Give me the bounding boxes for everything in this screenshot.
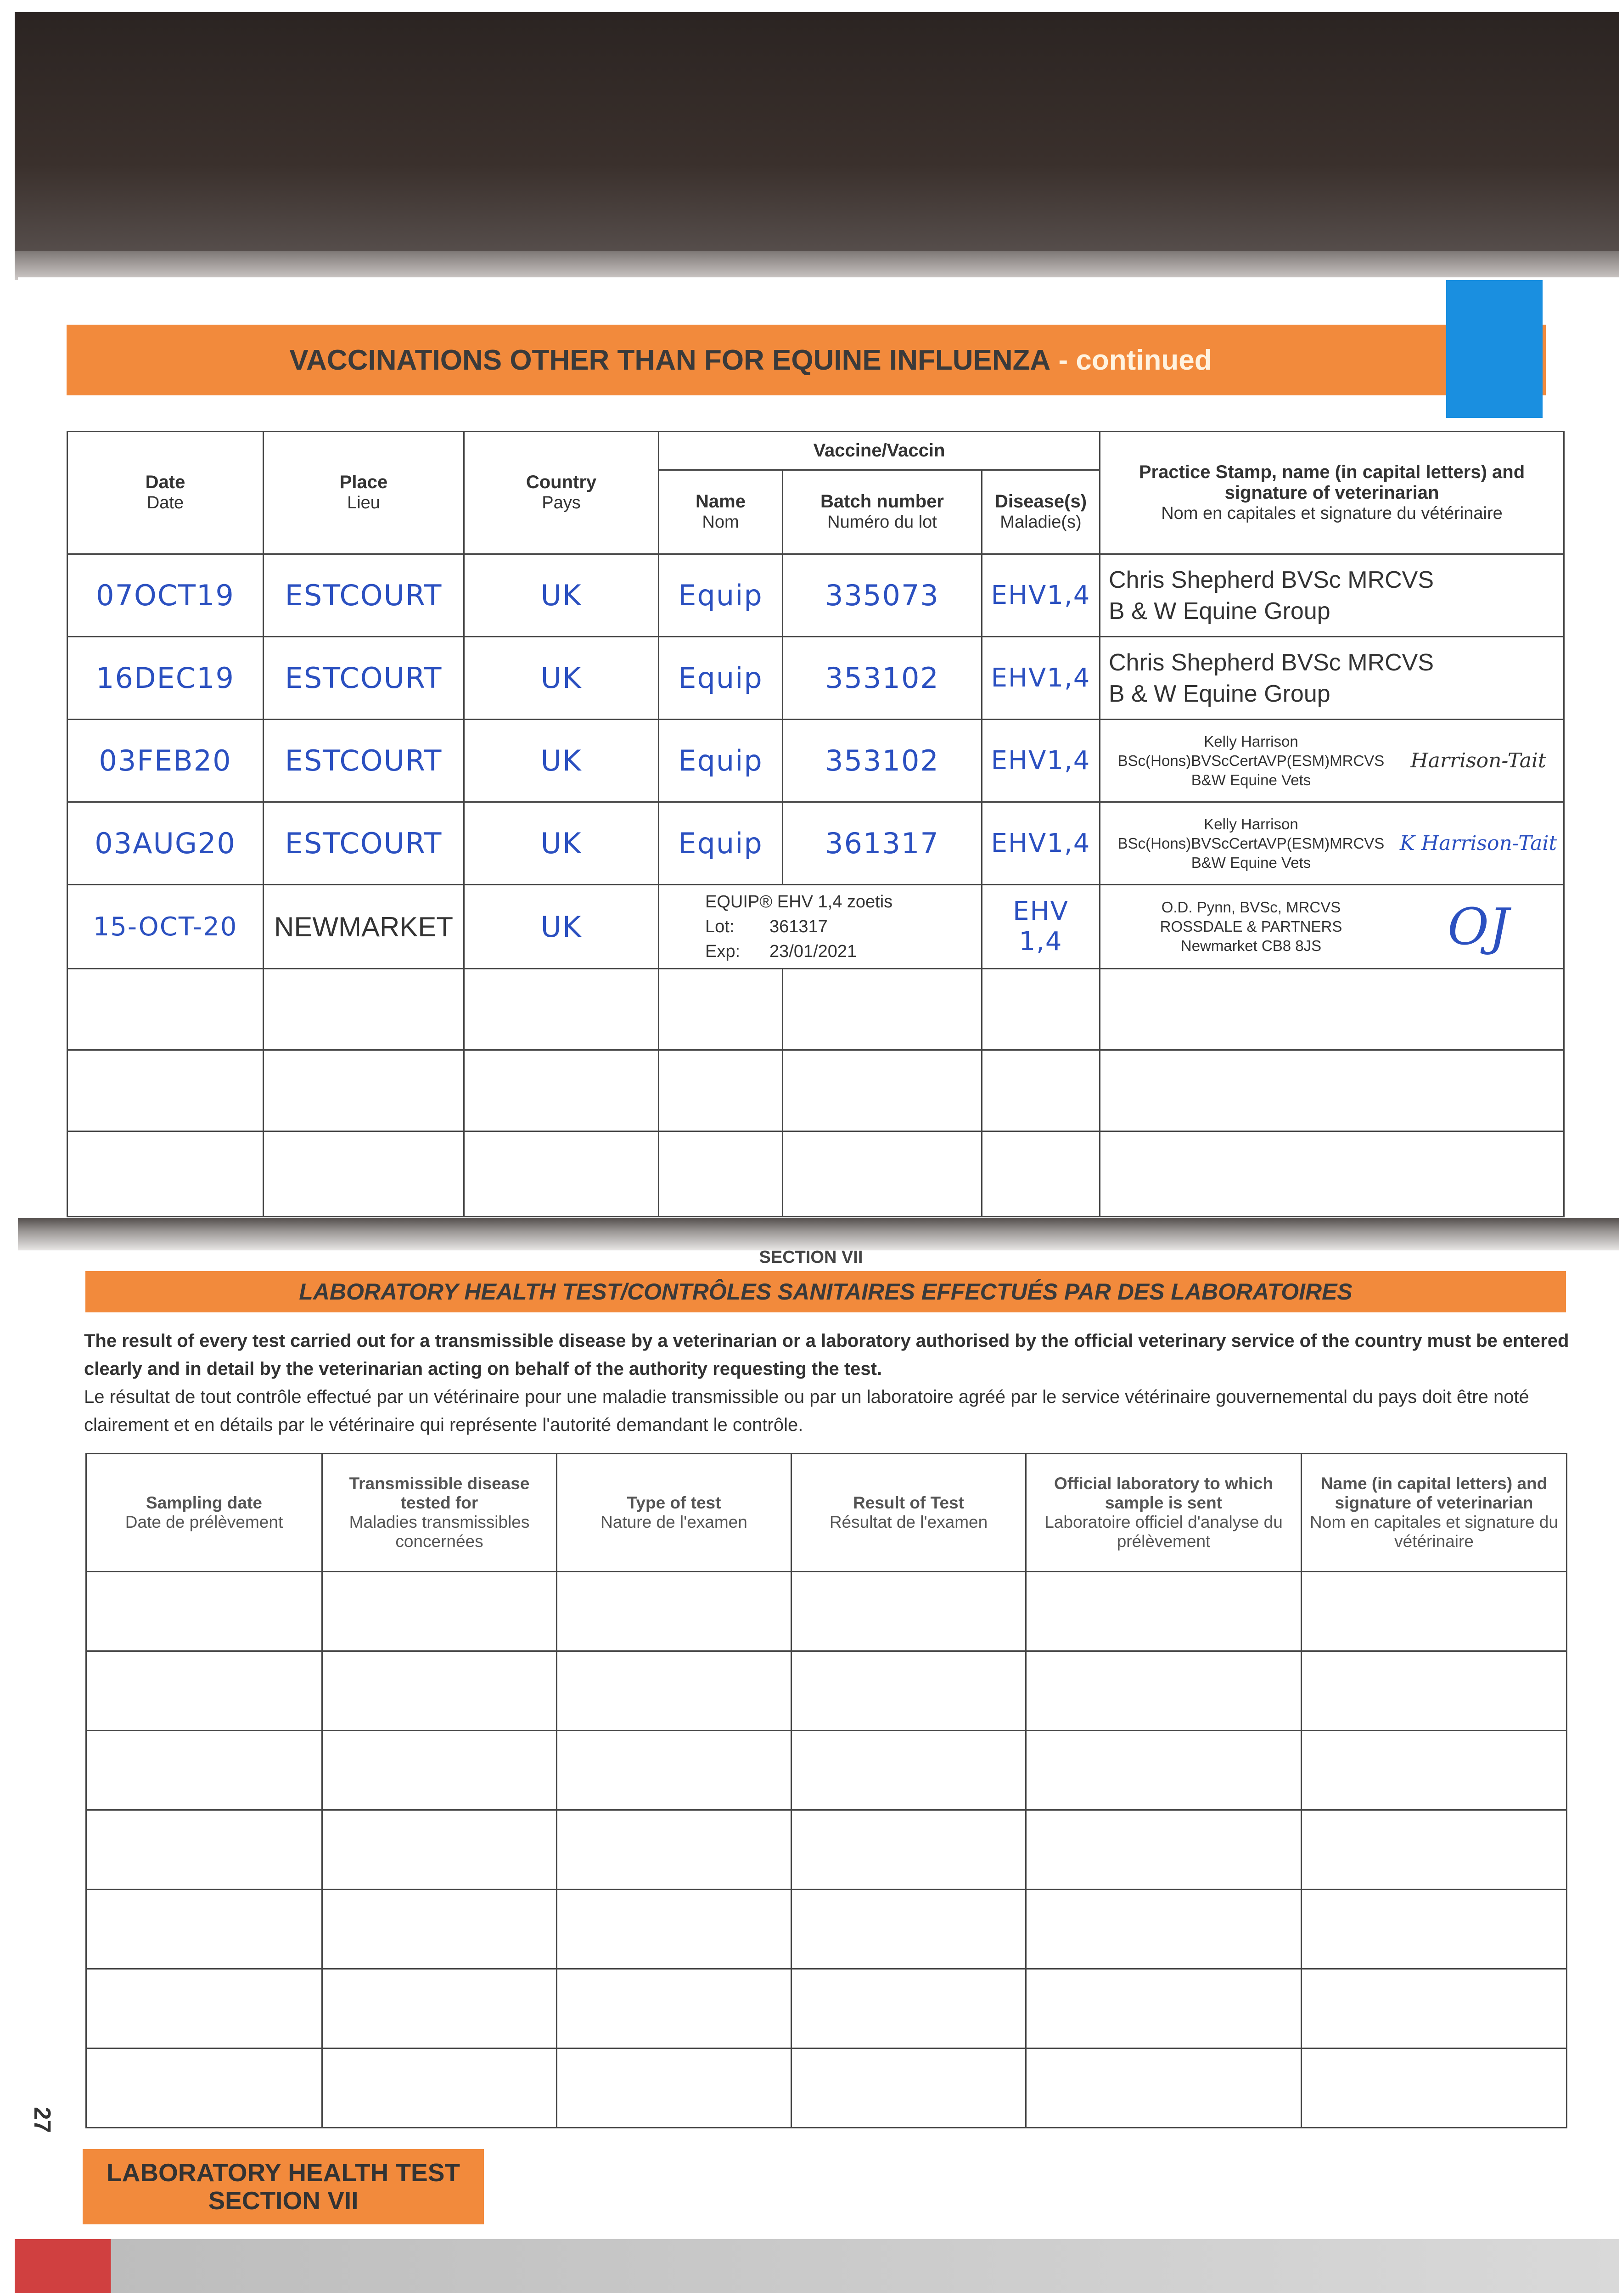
date-cell: 15-OCT-20 (67, 885, 264, 969)
date-cell: 07OCT19 (67, 554, 264, 637)
header-type-of-test: Type of test Nature de l'examen (557, 1454, 791, 1572)
header-sampling-date: Sampling date Date de prélèvement (86, 1454, 322, 1572)
lab-title-banner (85, 1271, 1566, 1312)
blue-sticky-note (1446, 280, 1543, 418)
header-disease: Disease(s) Maladie(s) (982, 470, 1100, 554)
table-row-empty (86, 1810, 1567, 1890)
vaccination-table (67, 431, 1565, 1217)
header-name: Name Nom (659, 470, 783, 554)
vaccinations-title-suffix: - continued (1050, 344, 1212, 376)
vaccinations-title-banner (67, 325, 1435, 395)
header-official-lab: Official laboratory to which sample is sent Laboratoire officiel d'analyse du prélèvement (1026, 1454, 1302, 1572)
header-veterinarian: Name (in capital letters) and signature of veterinarian Nom en capitales et signature du vétérinaire (1302, 1454, 1567, 1572)
signature: Harrison-Tait (1410, 748, 1546, 772)
section-tab-label (83, 2149, 484, 2224)
stamp-cell: Kelly Harrison BSc(Hons)BVScCertAVP(ESM)MRCVS B&W Equine Vets Harrison-Tait (1100, 720, 1564, 802)
table-row-empty (67, 1050, 1564, 1131)
signature: K Harrison-Tait (1399, 831, 1557, 855)
lab-title: LABORATORY HEALTH TEST/CONTRÔLES SANITAIRES EFFECTUÉS PAR DES LABORATOIRES (299, 1279, 1353, 1305)
disease-cell: EHV 1,4 (982, 885, 1100, 969)
section-label: SECTION VII (759, 1248, 863, 1267)
country-cell: UK (464, 637, 659, 720)
disease-cell: EHV1,4 (982, 554, 1100, 637)
country-cell: UK (464, 554, 659, 637)
header-disease-tested: Transmissible disease tested for Maladies transmissibles concernées (322, 1454, 557, 1572)
place-cell: ESTCOURT (264, 802, 464, 885)
header-result: Result of Test Résultat de l'examen (791, 1454, 1026, 1572)
disease-cell: EHV1,4 (982, 802, 1100, 885)
place-cell: ESTCOURT (264, 637, 464, 720)
header-batch: Batch number Numéro du lot (783, 470, 982, 554)
disease-cell: EHV1,4 (982, 720, 1100, 802)
header-vaccine-group: Vaccine/Vaccin (659, 432, 1100, 470)
batch-cell: 335073 (783, 554, 982, 637)
table-row-empty (86, 1651, 1567, 1731)
name-cell: Equip (659, 720, 783, 802)
signature: OJ (1447, 897, 1510, 956)
date-cell: 16DEC19 (67, 637, 264, 720)
table-row-empty (67, 1131, 1564, 1217)
table-row-empty (86, 1890, 1567, 1969)
disease-cell: EHV1,4 (982, 637, 1100, 720)
place-cell: ESTCOURT (264, 720, 464, 802)
place-cell: NEWMARKET (264, 885, 464, 969)
country-cell: UK (464, 885, 659, 969)
page-number: 27 (29, 2107, 56, 2133)
stamp-cell: Chris Shepherd BVSc MRCVS B & W Equine Group (1100, 554, 1564, 637)
table-row (67, 554, 1564, 637)
batch-cell: 361317 (783, 802, 982, 885)
country-cell: UK (464, 720, 659, 802)
lab-intro-en: The result of every test carried out for a transmissible disease by a veterinarian or a laboratory authorised by the official veterinary service of the country must be entered clearly and in detail by the veterinarian acting on behalf of the authority requesting the test. (84, 1331, 1569, 1379)
header-stamp: Practice Stamp, name (in capital letters) and signature of veterinarian Nom en capitales et signature du vétérinaire (1100, 432, 1564, 554)
batch-cell: 353102 (783, 720, 982, 802)
book-spine-crease (18, 1218, 1619, 1250)
table-row (67, 637, 1564, 720)
vaccinations-title: VACCINATIONS OTHER THAN FOR EQUINE INFLUENZA (289, 344, 1051, 376)
table-row-empty (67, 969, 1564, 1050)
header-country: Country Pays (464, 432, 659, 554)
date-cell: 03AUG20 (67, 802, 264, 885)
name-cell: Equip (659, 554, 783, 637)
header-place: Place Lieu (264, 432, 464, 554)
date-cell: 03FEB20 (67, 720, 264, 802)
country-cell: UK (464, 802, 659, 885)
page-edge (15, 251, 1619, 280)
table-row (67, 802, 1564, 885)
table-row (67, 885, 1564, 969)
tab-label-line2: SECTION VII (208, 2186, 359, 2215)
scan-dark-background (15, 12, 1619, 265)
book-bottom-edge (15, 2239, 1619, 2293)
name-cell: Equip (659, 637, 783, 720)
stamp-cell: Chris Shepherd BVSc MRCVS B & W Equine Group (1100, 637, 1564, 720)
table-row (67, 720, 1564, 802)
lab-test-table (85, 1453, 1567, 2128)
tab-label-line1: LABORATORY HEALTH TEST (107, 2158, 460, 2187)
name-cell: Equip (659, 802, 783, 885)
vaccine-label-sticker: EQUIP® EHV 1,4 zoetis Lot: 361317 Exp: 23/01/2021 (659, 885, 982, 969)
table-row-empty (86, 1731, 1567, 1810)
place-cell: ESTCOURT (264, 554, 464, 637)
table-row-empty (86, 1572, 1567, 1651)
lab-intro-fr: Le résultat de tout contrôle effectué par un vétérinaire pour une maladie transmissible ou par un laboratoire agréé par le service vétérinaire gouvernemental du pays doit être noté clairement et en détails par le vétérinaire qui représente l'autorité demandant le contrôle. (84, 1387, 1529, 1435)
table-row-empty (86, 2048, 1567, 2128)
lab-intro (84, 1327, 1571, 1439)
stamp-cell: Kelly Harrison BSc(Hons)BVScCertAVP(ESM)MRCVS B&W Equine Vets K Harrison-Tait (1100, 802, 1564, 885)
batch-cell: 353102 (783, 637, 982, 720)
stamp-cell: O.D. Pynn, BVSc, MRCVS ROSSDALE & PARTNERS Newmarket CB8 8JS OJ (1100, 885, 1564, 969)
header-date: Date Date (67, 432, 264, 554)
table-row-empty (86, 1969, 1567, 2048)
